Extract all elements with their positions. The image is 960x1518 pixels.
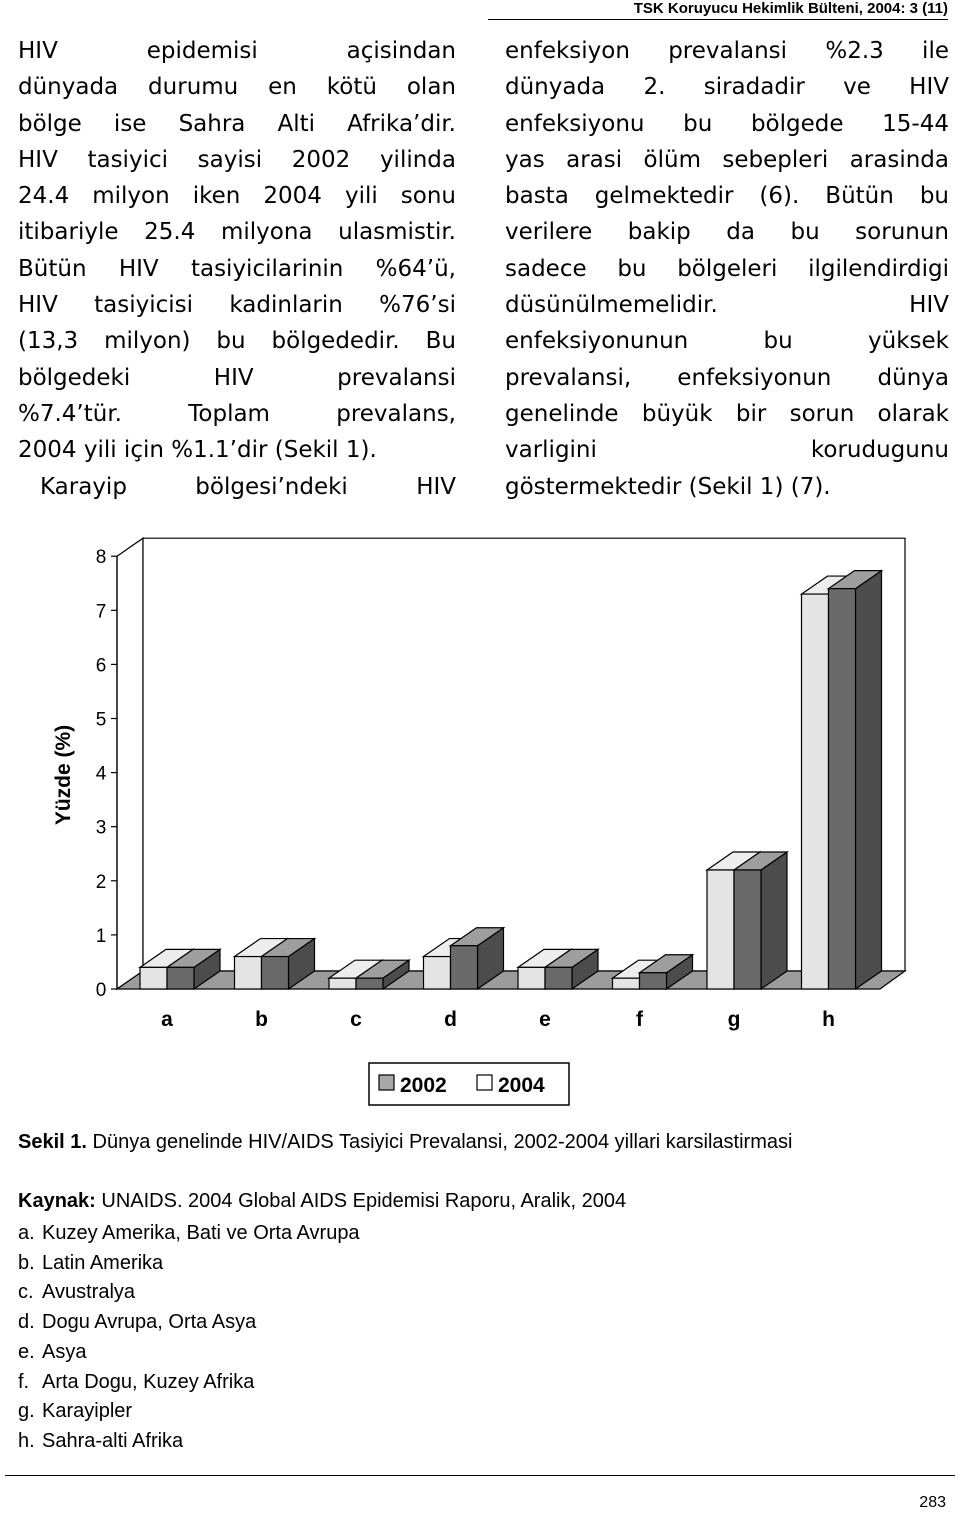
body-line: (13,3 milyon) bu bölgededir. Bu: [18, 328, 456, 355]
page-number: 283: [919, 1494, 946, 1511]
bar-c-2004: [356, 978, 383, 989]
y-tick-label: 0: [95, 980, 107, 1001]
body-text-right-column: [505, 33, 949, 505]
category-region: Latin Amerika: [42, 1251, 164, 1274]
y-tick-label: 2: [95, 871, 107, 893]
bar-d-2004: [451, 946, 478, 989]
category-key: g.: [18, 1400, 35, 1423]
journal-header: TSK Koruyucu Hekimlik Bülteni, 2004: 3 (11): [633, 0, 948, 17]
category-key: e.: [18, 1340, 35, 1363]
x-category-label: h: [822, 1008, 835, 1031]
body-line: varligini korudugunu: [505, 437, 949, 464]
body-line: verilere bakip da bu sorunun: [505, 219, 949, 246]
bar-a-2002: [140, 967, 167, 989]
bar-b-2002: [235, 957, 262, 989]
bar-f-2002: [613, 978, 640, 989]
x-category-label: a: [161, 1008, 173, 1031]
body-line: enfeksiyon prevalansi %2.3 ile: [505, 38, 949, 64]
category-key: c.: [18, 1281, 34, 1304]
body-line: yas arasi ölüm sebepleri arasinda: [505, 146, 949, 173]
category-legend-item: [18, 1219, 360, 1249]
category-key: f.: [18, 1370, 30, 1393]
category-legend-item: [18, 1338, 360, 1368]
body-line: itibariyle 25.4 milyona ulasmistir.: [18, 219, 456, 246]
y-tick-label: 8: [95, 547, 107, 569]
body-line: basta gelmektedir (6). Bütün bu: [505, 183, 949, 210]
body-line: sadece bu bölgeleri ilgilendirdigi: [505, 255, 949, 282]
bar-d-2002: [424, 957, 451, 989]
x-category-label: e: [539, 1008, 551, 1031]
category-key: b.: [18, 1251, 35, 1274]
bar-side-g-2004: [761, 852, 787, 989]
bar-e-2002: [518, 967, 545, 989]
chart-side-wall: [117, 538, 143, 989]
body-line: dünyada 2. siradadir ve HIV: [505, 74, 949, 101]
bar-h-2004: [829, 589, 856, 989]
footer-rule: [5, 1475, 955, 1476]
y-tick-label: 1: [95, 925, 107, 947]
bar-f-2004: [640, 973, 667, 989]
bar-g-2002: [707, 870, 734, 989]
figure-caption: [18, 1131, 792, 1154]
body-line: prevalansi, enfeksiyonun dünya: [505, 364, 949, 391]
body-line: HIV epidemisi açisindan: [18, 38, 456, 64]
bar-b-2004: [262, 957, 289, 989]
y-tick-label: 5: [95, 709, 107, 731]
bar-c-2002: [329, 978, 356, 989]
category-legend-item: [18, 1278, 360, 1308]
body-line: göstermektedir (Sekil 1) (7).: [505, 473, 831, 500]
body-line: enfeksiyonu bu bölgede 15-44: [505, 110, 949, 137]
category-legend-item: [18, 1368, 360, 1398]
category-key: h.: [18, 1429, 35, 1452]
bar-side-h-2004: [856, 571, 882, 989]
x-category-label: c: [350, 1008, 362, 1031]
y-tick-label: 3: [95, 817, 107, 839]
category-legend-list: [18, 1219, 360, 1457]
x-category-label: d: [444, 1008, 457, 1031]
header-rule: [488, 19, 948, 20]
hiv-prevalence-bar-chart: [0, 530, 960, 1120]
body-line: enfeksiyonunun bu yüksek: [505, 328, 949, 355]
x-category-label: b: [255, 1008, 268, 1031]
category-key: a.: [18, 1222, 35, 1244]
category-region: Kuzey Amerika, Bati ve Orta Avrupa: [42, 1222, 360, 1244]
y-tick-label: 7: [95, 601, 107, 623]
bar-e-2004: [545, 967, 572, 989]
caption-text: Dünya genelinde HIV/AIDS Tasiyici Prevalansi, 2002-2004 yillari karsilastirmasi: [92, 1131, 793, 1153]
source-line: [18, 1190, 626, 1213]
body-line: bölge ise Sahra Alti Afrika’dir.: [18, 110, 456, 137]
category-region: Avustralya: [42, 1281, 136, 1304]
bar-a-2004: [167, 967, 194, 989]
category-legend-item: [18, 1249, 360, 1279]
bar-g-2004: [734, 870, 761, 989]
category-region: Arta Dogu, Kuzey Afrika: [42, 1370, 255, 1393]
category-region: Karayipler: [42, 1400, 133, 1423]
category-legend-item: [18, 1397, 360, 1427]
body-line: düsünülmemelidir. HIV: [505, 292, 949, 319]
chart-back-wall: [143, 538, 905, 971]
category-legend-item: [18, 1427, 360, 1457]
category-legend-item: [18, 1308, 360, 1338]
source-label: Kaynak:: [18, 1190, 96, 1212]
category-region: Dogu Avrupa, Orta Asya: [42, 1311, 257, 1334]
body-line: Karayip bölgesi’ndeki HIV: [40, 473, 456, 500]
body-line: 24.4 milyon iken 2004 yili sonu: [18, 183, 456, 210]
category-key: d.: [18, 1311, 35, 1334]
body-line: dünyada durumu en kötü olan: [18, 74, 456, 101]
legend-label-2002: 2002: [400, 1074, 447, 1097]
caption-label: Sekil 1.: [18, 1131, 87, 1153]
body-line: HIV tasiyici sayisi 2002 yilinda: [18, 146, 456, 173]
bar-h-2002: [802, 594, 829, 989]
body-line: genelinde büyük bir sorun olarak: [505, 400, 949, 427]
body-text-left-column: [18, 33, 456, 505]
y-axis-label: Yüzde (%): [52, 724, 75, 826]
x-category-label: g: [727, 1008, 741, 1031]
category-region: Asya: [42, 1340, 87, 1363]
body-line: 2004 yili için %1.1’dir (Sekil 1).: [18, 437, 377, 464]
body-line: HIV tasiyicisi kadinlarin %76’si: [18, 292, 456, 319]
category-region: Sahra-alti Afrika: [42, 1429, 184, 1452]
source-text: UNAIDS. 2004 Global AIDS Epidemisi Raporu, Aralik, 2004: [101, 1190, 627, 1212]
y-tick-label: 4: [95, 763, 107, 785]
legend-label-2004: 2004: [498, 1074, 545, 1097]
legend-swatch-2004: [477, 1075, 492, 1090]
body-line: Bütün HIV tasiyicilarinin %64’ü,: [18, 255, 456, 282]
y-tick-label: 6: [95, 655, 107, 677]
body-line: %7.4’tür. Toplam prevalans,: [18, 400, 456, 427]
legend-swatch-2002: [379, 1075, 394, 1090]
x-category-label: f: [636, 1008, 643, 1031]
body-line: bölgedeki HIV prevalansi: [18, 364, 456, 391]
